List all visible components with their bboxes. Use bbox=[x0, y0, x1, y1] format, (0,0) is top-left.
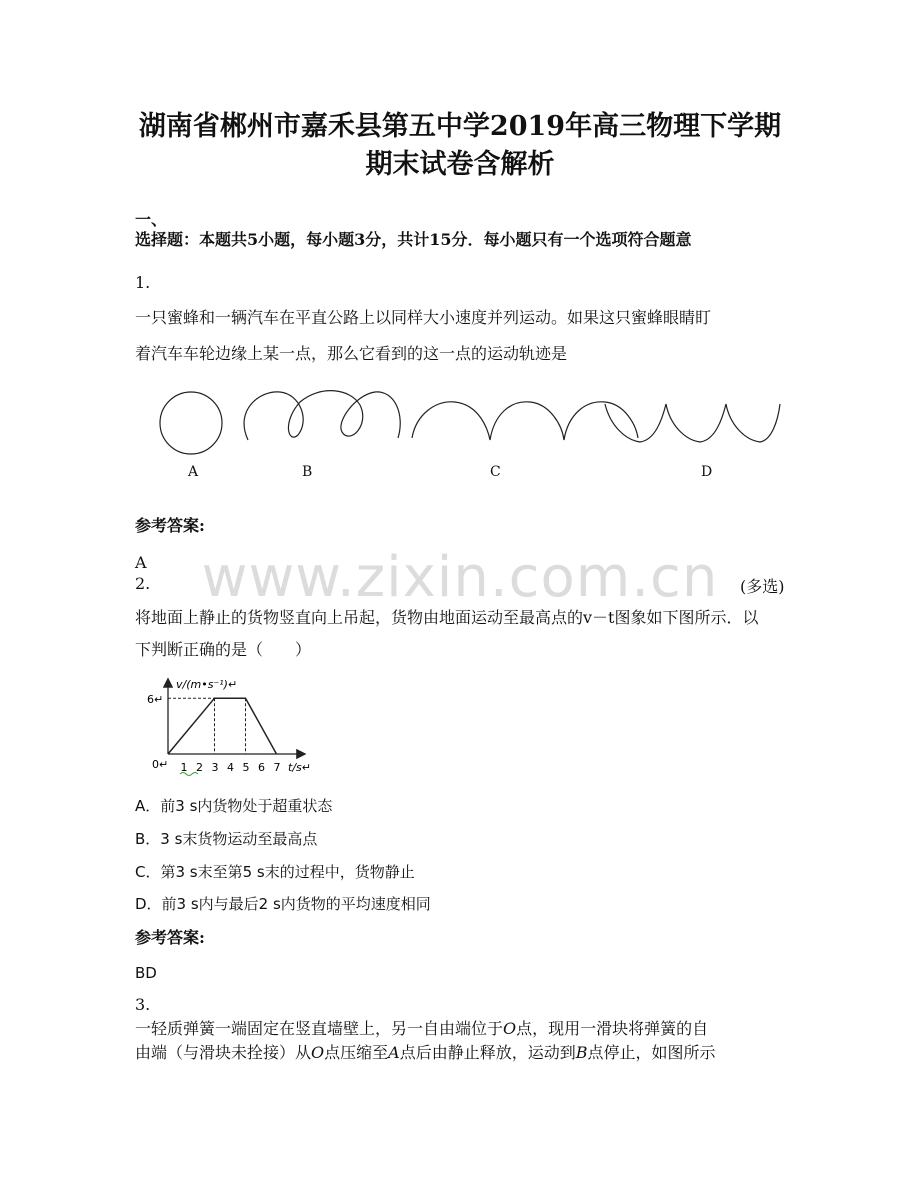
section-number: 一、 bbox=[135, 210, 168, 229]
q2-answer: BD bbox=[135, 964, 157, 982]
q3-text-part: 点，现用一滑块将弹簧的自 bbox=[516, 1019, 709, 1038]
x-tick-label: 3 bbox=[211, 761, 219, 774]
q2-number: 2. bbox=[135, 574, 151, 593]
q3-text-part: 由端（与滑块未拴接）从 bbox=[135, 1043, 312, 1062]
q2-tag: (多选) bbox=[740, 577, 785, 596]
q2-text-line2: 下判断正确的是（ ） bbox=[135, 640, 312, 659]
q2-option-b: B．3 s末货物运动至最高点 bbox=[135, 830, 318, 848]
q1-figure-label-a: A bbox=[188, 464, 199, 480]
x-tick-label: 7 bbox=[273, 761, 281, 774]
q1-number: 1. bbox=[135, 273, 151, 292]
point-o-label: O bbox=[503, 1019, 517, 1038]
x-tick-label: 1 bbox=[180, 761, 188, 774]
origin-label: 0↵ bbox=[152, 758, 169, 771]
q1-figure-label-c: C bbox=[490, 464, 501, 480]
trajectory-b-loops bbox=[244, 391, 400, 440]
trajectory-d-arches bbox=[605, 404, 780, 442]
q2-option-d: D．前3 s内与最后2 s内货物的平均速度相同 bbox=[135, 895, 431, 913]
page-title-line1: 湖南省郴州市嘉禾县第五中学2019年高三物理下学期 bbox=[138, 111, 782, 142]
q3-text-part: 一轻质弹簧一端固定在竖直墙壁上，另一自由端位于 bbox=[135, 1019, 504, 1038]
q3-text-part: 点停止，如图所示 bbox=[587, 1043, 716, 1062]
q2-answer-label: 参考答案: bbox=[135, 928, 205, 947]
velocity-series-line bbox=[168, 698, 277, 754]
q3-number: 3. bbox=[135, 995, 151, 1014]
trajectory-a-circle bbox=[160, 392, 222, 454]
q2-vt-graph bbox=[140, 672, 320, 782]
q1-text-line2: 着汽车车轮边缘上某一点，那么它看到的这一点的运动轨迹是 bbox=[135, 344, 568, 363]
q2-option-c: C．第3 s末至第5 s末的过程中，货物静止 bbox=[135, 863, 415, 881]
x-tick-label: 4 bbox=[227, 761, 234, 774]
q1-answer: A bbox=[135, 553, 147, 572]
x-axis-label: t/s↵ bbox=[288, 761, 311, 774]
q3-text-part: 点后由静止释放，运动到 bbox=[399, 1043, 576, 1062]
spellcheck-underline bbox=[180, 773, 198, 776]
q1-text-line1: 一只蜜蜂和一辆汽车在平直公路上以同样大小速度并列运动。如果这只蜜蜂眼睛盯 bbox=[135, 308, 712, 327]
q1-figure-label-b: B bbox=[302, 464, 313, 480]
q3-text-line1 bbox=[135, 1016, 708, 1039]
x-tick-label: 5 bbox=[242, 761, 250, 774]
x-tick-label: 2 bbox=[196, 761, 203, 774]
q2-text-line1: 将地面上静止的货物竖直向上吊起，货物由地面运动至最高点的v－t图象如下图所示．以 bbox=[135, 608, 759, 627]
q3-text-part: 点压缩至 bbox=[324, 1043, 389, 1062]
point-a-label: A bbox=[388, 1043, 400, 1062]
y-axis-label: v/(m•s⁻¹)↵ bbox=[176, 678, 238, 691]
x-tick-label: 6 bbox=[258, 761, 265, 774]
point-o-label: O bbox=[311, 1043, 325, 1062]
y-tick-6: 6↵ bbox=[147, 693, 164, 706]
q2-option-a: A．前3 s内货物处于超重状态 bbox=[135, 797, 333, 815]
page-title-line2: 期末试卷含解析 bbox=[365, 149, 555, 180]
q3-text-line2 bbox=[135, 1040, 716, 1063]
q1-figure-label-d: D bbox=[701, 464, 713, 480]
q1-answer-label: 参考答案: bbox=[135, 516, 205, 535]
watermark: www.zixin.com.cn bbox=[201, 545, 719, 610]
section-heading: 选择题：本题共5小题，每小题3分，共计15分．每小题只有一个选项符合题意 bbox=[135, 230, 692, 249]
point-b-label: B bbox=[575, 1043, 588, 1062]
q1-trajectory-figure bbox=[150, 380, 790, 490]
trajectory-c-arches bbox=[412, 402, 638, 440]
